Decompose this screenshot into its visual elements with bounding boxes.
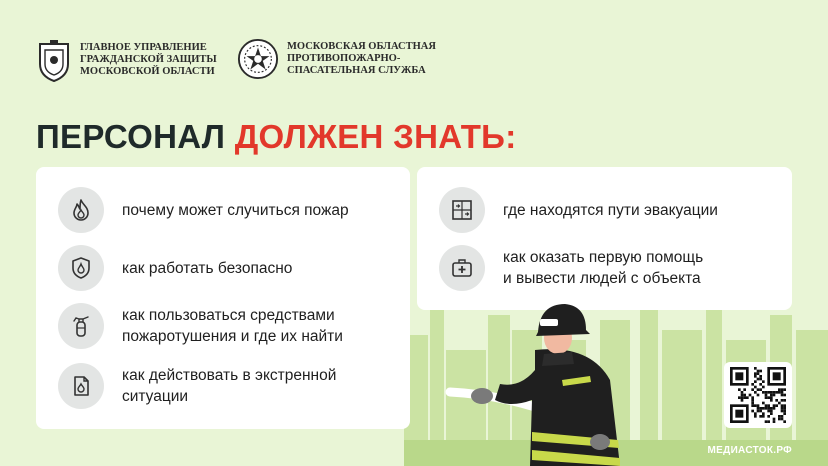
title-part-red: ДОЛЖЕН ЗНАТЬ:	[234, 118, 517, 155]
icon-circle	[58, 245, 104, 291]
icon-circle	[58, 363, 104, 409]
list-item-text	[122, 258, 292, 279]
list-item-line: как оказать первую помощь	[503, 249, 704, 266]
list-item-text	[503, 247, 703, 289]
fire-rescue-service-emblem-icon	[237, 38, 279, 80]
list-item-emergency	[58, 363, 336, 409]
firefighter-illustration	[440, 300, 640, 466]
icon-circle	[58, 187, 104, 233]
org1-line-1: ГЛАВНОЕ УПРАВЛЕНИЕ	[80, 42, 207, 53]
list-item-text	[122, 200, 349, 221]
org2-line-3: СПАСАТЕЛЬНАЯ СЛУЖБА	[287, 65, 426, 76]
list-item-line: пожаротушения и где их найти	[122, 328, 343, 345]
first-aid-kit-icon	[449, 255, 475, 281]
icon-circle	[439, 245, 485, 291]
list-item-evacuation	[439, 187, 718, 233]
title-part-dark: ПЕРСОНАЛ	[36, 118, 235, 155]
org1-line-2: ГРАЖДАНСКОЙ ЗАЩИТЫ	[80, 54, 217, 65]
org2-line-2: ПРОТИВОПОЖАРНО-	[287, 53, 401, 64]
list-item-fire-cause	[58, 187, 349, 233]
org2-line-1: МОСКОВСКАЯ ОБЛАСТНАЯ	[287, 41, 436, 52]
qr-code-icon	[730, 367, 786, 423]
list-item-line: как действовать в экстренной	[122, 367, 337, 384]
icon-circle	[58, 303, 104, 349]
list-item-text	[503, 200, 718, 221]
list-item-line: ситуации	[122, 388, 189, 405]
brand-label: МЕДИАСТОК.РФ	[707, 445, 792, 456]
list-item-line: почему может случиться пожар	[122, 201, 349, 219]
fire-extinguisher-icon	[68, 313, 94, 339]
list-item-line: как работать безопасно	[122, 259, 293, 277]
evacuation-plan-icon	[449, 197, 475, 223]
knowledge-card-right	[417, 167, 792, 310]
list-item-line: и вывести людей с объекта	[503, 270, 701, 287]
list-item-first-aid	[439, 245, 703, 291]
org-main-directorate-name	[80, 42, 217, 78]
list-item-extinguishers	[58, 303, 343, 349]
fire-icon	[68, 197, 94, 223]
org-fire-rescue-service-name	[287, 41, 436, 77]
org-fire-rescue-service	[237, 38, 436, 80]
qr-code[interactable]	[724, 362, 792, 428]
icon-circle	[439, 187, 485, 233]
list-item-line: где находятся пути эвакуации	[503, 201, 718, 219]
list-item-text	[122, 305, 343, 347]
org-main-directorate	[36, 38, 217, 82]
org1-line-3: МОСКОВСКОЙ ОБЛАСТИ	[80, 66, 215, 77]
moscow-oblast-coat-of-arms-icon	[36, 38, 72, 82]
emergency-document-icon	[68, 373, 94, 399]
knowledge-card-left	[36, 167, 410, 429]
list-item-line: как пользоваться средствами	[122, 307, 335, 324]
page-title	[36, 118, 517, 156]
list-item-text	[122, 365, 336, 407]
list-item-safe-work	[58, 245, 292, 291]
fire-shield-icon	[68, 255, 94, 281]
